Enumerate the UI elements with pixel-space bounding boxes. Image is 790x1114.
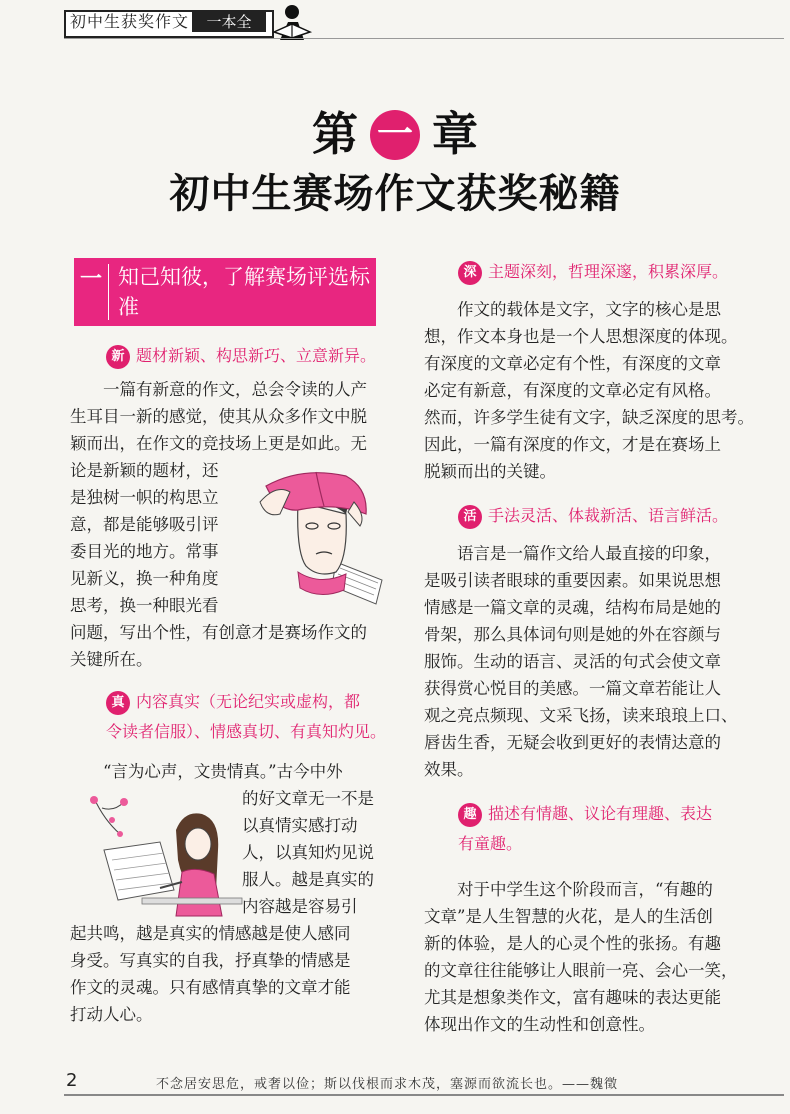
section-title: 知己知彼，了解赛场评选标准 bbox=[118, 265, 370, 319]
text-line: “言为心声，文贵情真。”古今中外 bbox=[103, 762, 343, 781]
text-line: 以真情实感打动 bbox=[242, 816, 358, 835]
footer-motto: 不念居安思危，戒奢以俭；斯以伐根而求木茂，塞源而欲流长也。——魏徵 bbox=[156, 1077, 619, 1092]
right-paragraph-2 bbox=[424, 540, 758, 783]
text-line: 然而，许多学生徒有文字，缺乏深度的思考。 bbox=[424, 408, 754, 427]
heading-text: 题材新颖、构思新巧、立意新异。 bbox=[136, 346, 377, 365]
section-number: 一 bbox=[79, 267, 102, 292]
text-line: 问题，写出个性，有创意才是赛场作文的 bbox=[70, 623, 367, 642]
left-heading-real-line-2: 令读者信服）、情感真切、有真知灼见。 bbox=[106, 722, 387, 741]
text-line: 身受。写真实的自我，抒真挚的情感是 bbox=[70, 951, 351, 970]
text-line: 骨架，那么具体词句则是她的外在容颜与 bbox=[424, 625, 721, 644]
heading-text: 手法灵活、体裁新活、语言鲜活。 bbox=[488, 506, 729, 525]
text-line: 情感是一篇文章的灵魂，结构布局是她的 bbox=[424, 598, 721, 617]
heading-badge: 真 bbox=[106, 691, 130, 715]
text-line: 打动人心。 bbox=[70, 1005, 153, 1024]
girl-writing-illustration bbox=[84, 790, 244, 918]
boy-with-book-illustration bbox=[236, 462, 386, 612]
right-heading-deep bbox=[458, 258, 728, 286]
text-line: 脱颖而出的关键。 bbox=[424, 462, 556, 481]
right-heading-fun-line-2: 有童趣。 bbox=[458, 834, 523, 853]
heading-badge: 活 bbox=[458, 505, 482, 529]
chapter-number-badge: 一 bbox=[370, 110, 420, 160]
text-line: 唇齿生香，无疑会收到更好的表情达意的 bbox=[424, 733, 721, 752]
text-line: 人，以真知灼见说 bbox=[242, 843, 374, 862]
right-paragraph-3 bbox=[424, 876, 758, 1038]
text-line: 起共鸣，越是真实的情感越是使人感同 bbox=[70, 924, 351, 943]
text-line: 委目光的地方。常事 bbox=[70, 542, 219, 561]
text-line: 意，都是能够吸引评 bbox=[70, 515, 219, 534]
text-line: 因此，一篇有深度的作文，才是在赛场上 bbox=[424, 435, 721, 454]
text-line: 文章”是人生智慧的火花，是人的生活创 bbox=[424, 907, 713, 926]
text-line: 观之亮点频现、文采飞扬，读来琅琅上口、 bbox=[424, 706, 738, 725]
section-banner-divider bbox=[108, 264, 109, 320]
text-line: 一篇有新意的作文，总会令读的人产 bbox=[103, 380, 367, 399]
heading-badge: 深 bbox=[458, 261, 482, 285]
right-paragraph-1 bbox=[424, 296, 758, 485]
chapter-suffix: 章 bbox=[432, 107, 478, 161]
heading-text-line-1: 内容真实（无论纪实或虚构，都 bbox=[136, 692, 361, 711]
text-line: 作文的载体是文字，文字的核心是思 bbox=[457, 300, 721, 319]
right-heading-fun bbox=[458, 800, 758, 828]
text-line: 生耳目一新的感觉，使其从众多作文中脱 bbox=[70, 407, 367, 426]
text-line: 思考，换一种眼光看 bbox=[70, 596, 219, 615]
heading-text-line-1: 描述有情趣、议论有理趣、表达 bbox=[488, 804, 713, 823]
text-line: 效果。 bbox=[424, 760, 474, 779]
left-heading-new bbox=[106, 342, 376, 370]
text-line: 的好文章无一不是 bbox=[242, 789, 374, 808]
text-line: 体现出作文的生动性和创意性。 bbox=[424, 1015, 655, 1034]
chapter-prefix: 第 bbox=[312, 107, 358, 161]
running-header-title: 初中生获奖作文 bbox=[70, 12, 190, 31]
text-line: 服人。越是真实的 bbox=[242, 870, 374, 889]
chapter-title: 初中生赛场作文获奖秘籍 bbox=[169, 171, 621, 217]
right-heading-lively bbox=[458, 502, 728, 530]
text-line: 获得赏心悦目的美感。一篇文章若能让人 bbox=[424, 679, 721, 698]
page-number: 2 bbox=[66, 1070, 78, 1091]
text-line: 是独树一帜的构思立 bbox=[70, 488, 219, 507]
heading-badge: 趣 bbox=[458, 803, 482, 827]
text-line: 作文的灵魂。只有感情真挚的文章才能 bbox=[70, 978, 351, 997]
text-line: 服饰。生动的语言、灵活的句式会使文章 bbox=[424, 652, 721, 671]
text-line: 是吸引读者眼球的重要因素。如果说思想 bbox=[424, 571, 721, 590]
header-rule bbox=[64, 38, 784, 39]
text-line: 想，作文本身也是一个人思想深度的体现。 bbox=[424, 327, 738, 346]
text-line: 颖而出，在作文的竞技场上更是如此。无 bbox=[70, 434, 367, 453]
text-line: 必定有新意，有深度的文章必定有风格。 bbox=[424, 381, 721, 400]
heading-text: 主题深刻，哲理深邃，积累深厚。 bbox=[488, 262, 729, 281]
text-line: 的文章往往能够让人眼前一亮、会心一笑， bbox=[424, 961, 738, 980]
text-line: 新的体验，是人的心灵个性的张扬。有趣 bbox=[424, 934, 721, 953]
footer-rule bbox=[64, 1094, 784, 1096]
student-reading-icon bbox=[270, 2, 316, 42]
text-line: 语言是一篇作文给人最直接的印象， bbox=[457, 544, 721, 563]
chapter-number-line bbox=[0, 106, 790, 162]
left-heading-real bbox=[106, 688, 386, 716]
text-line: 见新义，换一种角度 bbox=[70, 569, 219, 588]
text-line: 有深度的文章必定有个性，有深度的文章 bbox=[424, 354, 721, 373]
text-line: 尤其是想象类作文，富有趣味的表达更能 bbox=[424, 988, 721, 1007]
running-header-tag: 一本全 bbox=[192, 12, 266, 32]
text-line: 论是新颖的题材，还 bbox=[70, 461, 219, 480]
text-line: 内容越是容易引 bbox=[242, 897, 358, 916]
text-line: 对于中学生这个阶段而言，“有趣的 bbox=[457, 880, 713, 899]
text-line: 关键所在。 bbox=[70, 650, 153, 669]
heading-badge: 新 bbox=[106, 345, 130, 369]
